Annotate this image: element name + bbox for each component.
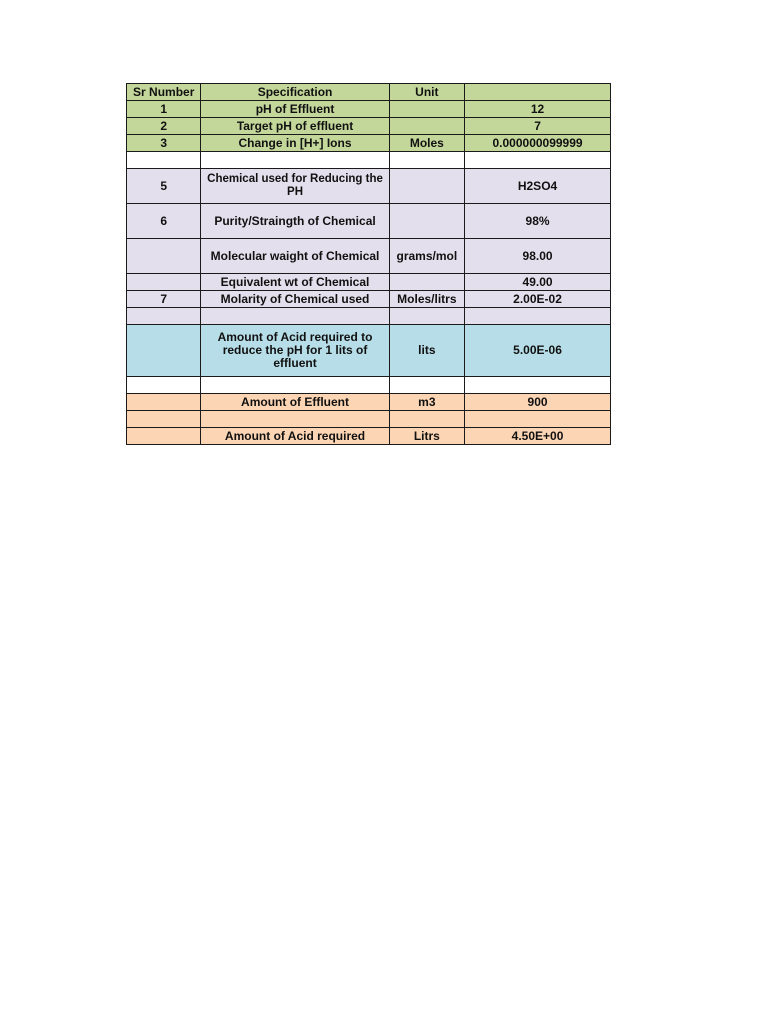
header-unit: Unit — [389, 84, 464, 101]
unit-cell — [389, 204, 464, 239]
value-cell: 98.00 — [465, 239, 611, 274]
unit-cell: Moles — [389, 135, 464, 152]
sr-cell: 1 — [127, 101, 201, 118]
sr-cell — [127, 411, 201, 428]
sr-cell: 3 — [127, 135, 201, 152]
value-cell: 0.000000099999 — [465, 135, 611, 152]
value-cell: 7 — [465, 118, 611, 135]
table-row — [127, 118, 611, 135]
value-cell — [465, 377, 611, 394]
spec-cell: pH of Effluent — [201, 101, 389, 118]
spec-cell: Amount of Acid required to reduce the pH for 1 lits of effluent — [201, 325, 389, 377]
table-row — [127, 169, 611, 204]
table-row — [127, 152, 611, 169]
spec-cell — [201, 308, 389, 325]
table-row — [127, 428, 611, 445]
unit-cell: Litrs — [389, 428, 464, 445]
spec-cell: Amount of Effluent — [201, 394, 389, 411]
spec-cell: Purity/Straingth of Chemical — [201, 204, 389, 239]
spec-cell — [201, 377, 389, 394]
sr-cell — [127, 274, 201, 291]
unit-cell — [389, 377, 464, 394]
table-row — [127, 101, 611, 118]
table-row — [127, 394, 611, 411]
sr-cell: 5 — [127, 169, 201, 204]
table-row — [127, 291, 611, 308]
spec-cell: Chemical used for Reducing the PH — [201, 169, 389, 204]
value-cell: 2.00E-02 — [465, 291, 611, 308]
unit-cell — [389, 152, 464, 169]
sr-cell — [127, 428, 201, 445]
value-cell: 12 — [465, 101, 611, 118]
value-cell: H2SO4 — [465, 169, 611, 204]
header-sr-number: Sr Number — [127, 84, 201, 101]
unit-cell: Moles/litrs — [389, 291, 464, 308]
table-row — [127, 239, 611, 274]
table-row — [127, 274, 611, 291]
value-cell — [465, 152, 611, 169]
unit-cell — [389, 101, 464, 118]
sr-cell — [127, 377, 201, 394]
spec-cell: Target pH of effluent — [201, 118, 389, 135]
sr-cell: 2 — [127, 118, 201, 135]
unit-cell — [389, 274, 464, 291]
table-row — [127, 308, 611, 325]
value-cell: 4.50E+00 — [465, 428, 611, 445]
table-row — [127, 325, 611, 377]
spec-cell: Amount of Acid required — [201, 428, 389, 445]
unit-cell — [389, 308, 464, 325]
acid-calculation-table — [126, 83, 611, 445]
unit-cell — [389, 118, 464, 135]
spec-cell: Molecular waight of Chemical — [201, 239, 389, 274]
unit-cell — [389, 169, 464, 204]
unit-cell — [389, 411, 464, 428]
table-row — [127, 135, 611, 152]
sr-cell: 7 — [127, 291, 201, 308]
sr-cell — [127, 325, 201, 377]
value-cell — [465, 308, 611, 325]
table-row — [127, 411, 611, 428]
value-cell: 98% — [465, 204, 611, 239]
spec-cell: Equivalent wt of Chemical — [201, 274, 389, 291]
sr-cell — [127, 308, 201, 325]
unit-cell: lits — [389, 325, 464, 377]
table-row — [127, 204, 611, 239]
header-specification: Specification — [201, 84, 389, 101]
sr-cell — [127, 152, 201, 169]
value-cell: 900 — [465, 394, 611, 411]
spec-cell: Molarity of Chemical used — [201, 291, 389, 308]
value-cell: 49.00 — [465, 274, 611, 291]
unit-cell: grams/mol — [389, 239, 464, 274]
table-row — [127, 377, 611, 394]
unit-cell: m3 — [389, 394, 464, 411]
value-cell: 5.00E-06 — [465, 325, 611, 377]
sr-cell: 6 — [127, 204, 201, 239]
value-cell — [465, 411, 611, 428]
header-row — [127, 84, 611, 101]
spec-cell — [201, 152, 389, 169]
sr-cell — [127, 394, 201, 411]
spec-cell: Change in [H+] Ions — [201, 135, 389, 152]
spec-cell — [201, 411, 389, 428]
header-value — [465, 84, 611, 101]
sr-cell — [127, 239, 201, 274]
